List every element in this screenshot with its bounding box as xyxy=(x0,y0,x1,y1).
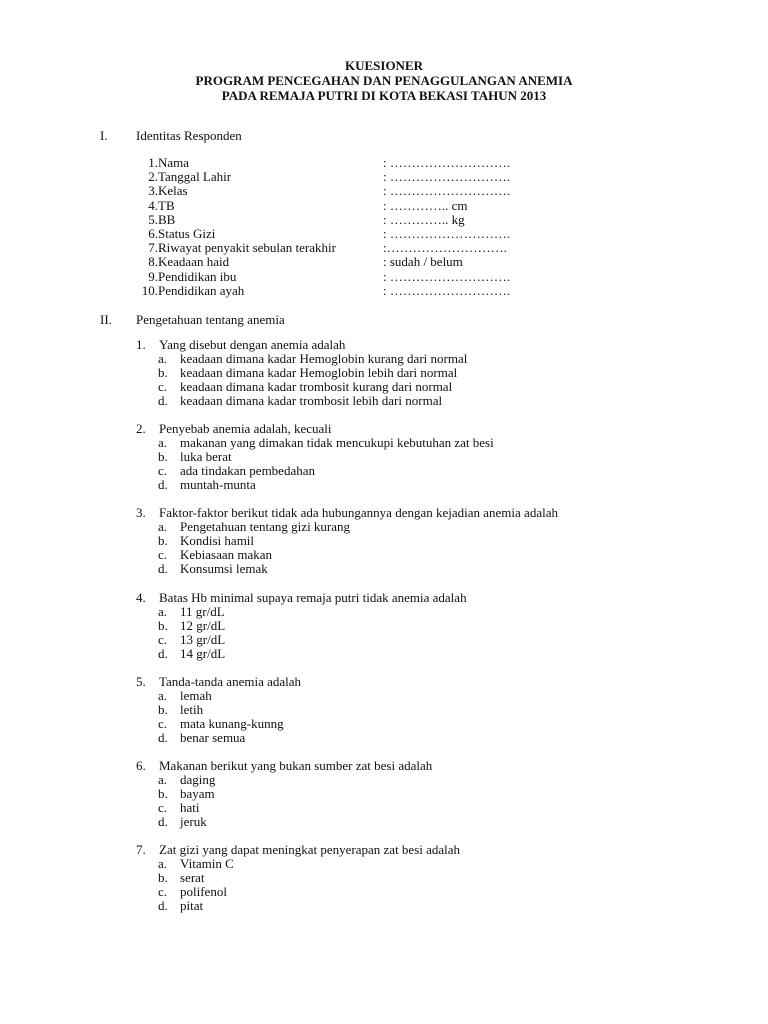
answer-option[interactable] xyxy=(136,801,696,815)
question-stem xyxy=(136,843,696,857)
option-letter: a. xyxy=(158,519,168,534)
option-letter: a. xyxy=(158,688,168,703)
answer-option[interactable] xyxy=(136,871,696,885)
answer-option[interactable] xyxy=(136,464,696,478)
identity-item-label: Tanggal Lahir xyxy=(158,169,232,185)
option-letter: d. xyxy=(158,814,168,829)
header-line-1: KUESIONER xyxy=(344,58,424,73)
identity-item-number: 9. xyxy=(148,268,158,284)
answer-option[interactable] xyxy=(136,815,696,829)
option-text: daging xyxy=(180,772,216,787)
option-letter: d. xyxy=(158,477,168,492)
question-number: 7. xyxy=(136,842,146,857)
option-text: muntah-munta xyxy=(180,477,256,492)
identity-item xyxy=(136,284,586,298)
option-text: keadaan dimana kadar trombosit kurang dari normal xyxy=(180,379,453,394)
option-text: lemah xyxy=(180,688,212,703)
answer-option[interactable] xyxy=(136,352,696,366)
option-letter: b. xyxy=(158,702,168,717)
option-text: polifenol xyxy=(180,884,227,899)
option-letter: c. xyxy=(158,800,168,815)
option-text: Vitamin C xyxy=(180,856,234,871)
option-letter: d. xyxy=(158,646,168,661)
identity-item xyxy=(136,241,586,255)
answer-option[interactable] xyxy=(136,534,696,548)
option-text: mata kunang-kunng xyxy=(180,716,284,731)
option-letter: a. xyxy=(158,604,168,619)
answer-option[interactable] xyxy=(136,731,696,745)
answer-option[interactable] xyxy=(136,605,696,619)
question-stem xyxy=(136,506,696,520)
option-letter: d. xyxy=(158,730,168,745)
identity-item-label: TB xyxy=(158,197,175,213)
option-letter: d. xyxy=(158,393,168,408)
option-letter: b. xyxy=(158,618,168,633)
section-1-heading xyxy=(100,128,242,144)
question-text: Tanda-tanda anemia adalah xyxy=(159,674,302,689)
answer-option[interactable] xyxy=(136,899,696,913)
identity-item-value[interactable]: : ………………………. xyxy=(383,155,511,170)
option-text: pitat xyxy=(180,898,204,913)
identity-item-number: 6. xyxy=(148,226,158,241)
identity-item-number: 5. xyxy=(148,211,158,227)
identity-item-number: 8. xyxy=(148,254,158,270)
option-text: jeruk xyxy=(180,814,207,829)
answer-option[interactable] xyxy=(136,857,696,871)
document-header xyxy=(0,58,768,103)
answer-option[interactable] xyxy=(136,380,696,394)
answer-option[interactable] xyxy=(136,478,696,492)
identity-item-label: Kelas xyxy=(158,183,188,199)
identity-item-number: 2. xyxy=(148,169,158,185)
identity-item-value[interactable]: : ………….. kg xyxy=(383,211,465,227)
option-text: 13 gr/dL xyxy=(180,632,226,647)
answer-option[interactable] xyxy=(136,436,696,450)
option-text: 11 gr/dL xyxy=(180,604,225,619)
section-1-number: I. xyxy=(100,128,108,143)
identity-item-label: Status Gizi xyxy=(158,226,216,241)
option-letter: c. xyxy=(158,716,168,731)
option-text: letih xyxy=(180,702,204,717)
question-block xyxy=(136,506,696,576)
option-letter: d. xyxy=(158,561,168,576)
option-text: ada tindakan pembedahan xyxy=(180,463,315,478)
identity-item-number: 4. xyxy=(148,197,158,213)
option-letter: c. xyxy=(158,632,168,647)
question-stem xyxy=(136,422,696,436)
identity-item-number: 3. xyxy=(148,183,158,199)
answer-option[interactable] xyxy=(136,773,696,787)
identity-item xyxy=(136,170,586,184)
option-text: Konsumsi lemak xyxy=(180,561,268,576)
question-stem xyxy=(136,675,696,689)
option-letter: c. xyxy=(158,884,168,899)
identity-item xyxy=(136,156,586,170)
question-block xyxy=(136,338,696,408)
section-1-title: Identitas Responden xyxy=(136,128,242,143)
option-text: keadaan dimana kadar Hemoglobin lebih dari normal xyxy=(180,365,458,380)
question-block xyxy=(136,675,696,745)
identity-item xyxy=(136,213,586,227)
identity-item xyxy=(136,270,586,284)
question-block xyxy=(136,759,696,829)
question-stem xyxy=(136,759,696,773)
option-text: benar semua xyxy=(180,730,246,745)
option-letter: a. xyxy=(158,772,168,787)
question-text: Yang disebut dengan anemia adalah xyxy=(159,337,346,352)
identity-item-number: 10. xyxy=(141,282,158,298)
answer-option[interactable] xyxy=(136,548,696,562)
identity-item-value[interactable]: : ………………………. xyxy=(383,282,511,298)
option-letter: a. xyxy=(158,351,168,366)
option-text: Kebiasaan makan xyxy=(180,547,273,562)
option-text: serat xyxy=(180,870,205,885)
section-2-heading xyxy=(100,312,285,328)
answer-option[interactable] xyxy=(136,717,696,731)
identity-item-label: Nama xyxy=(158,155,190,170)
question-number: 3. xyxy=(136,505,146,520)
answer-option[interactable] xyxy=(136,633,696,647)
identity-item-number: 1. xyxy=(148,155,158,170)
identity-item-value[interactable]: : ………………………. xyxy=(383,268,511,284)
question-stem xyxy=(136,591,696,605)
question-block xyxy=(136,843,696,913)
answer-option[interactable] xyxy=(136,689,696,703)
option-letter: c. xyxy=(158,547,168,562)
option-text: makanan yang dimakan tidak mencukupi kebutuhan zat besi xyxy=(180,435,494,450)
identity-item xyxy=(136,255,586,269)
answer-option[interactable] xyxy=(136,703,696,717)
identity-item xyxy=(136,199,586,213)
identity-item-label: Keadaan haid xyxy=(158,254,230,270)
option-letter: c. xyxy=(158,379,168,394)
answer-option[interactable] xyxy=(136,562,696,576)
section-2-number: II. xyxy=(100,312,112,327)
answer-option[interactable] xyxy=(136,366,696,380)
identity-item-value[interactable]: : ………………………. xyxy=(383,226,511,241)
identity-item xyxy=(136,227,586,241)
option-text: keadaan dimana kadar trombosit lebih dari normal xyxy=(180,393,443,408)
header-line-3: PADA REMAJA PUTRI DI KOTA BEKASI TAHUN 2013 xyxy=(221,88,547,103)
answer-option[interactable] xyxy=(136,787,696,801)
question-text: Penyebab anemia adalah, kecuali xyxy=(159,421,332,436)
option-letter: c. xyxy=(158,463,168,478)
question-text: Zat gizi yang dapat meningkat penyerapan zat besi adalah xyxy=(159,842,461,857)
answer-option[interactable] xyxy=(136,885,696,899)
identity-item-value[interactable]: : sudah / belum xyxy=(383,254,463,270)
identity-item xyxy=(136,184,586,198)
identity-item-value[interactable]: : ………….. cm xyxy=(383,197,468,213)
question-number: 1. xyxy=(136,337,146,352)
question-text: Makanan berikut yang bukan sumber zat besi adalah xyxy=(159,758,433,773)
question-number: 6. xyxy=(136,758,146,773)
option-text: Kondisi hamil xyxy=(180,533,255,548)
question-number: 4. xyxy=(136,590,146,605)
answer-option[interactable] xyxy=(136,450,696,464)
option-letter: a. xyxy=(158,856,168,871)
identity-item-value[interactable]: : ………………………. xyxy=(383,169,511,185)
option-letter: b. xyxy=(158,870,168,885)
option-text: keadaan dimana kadar Hemoglobin kurang dari normal xyxy=(180,351,468,366)
option-letter: b. xyxy=(158,786,168,801)
option-letter: b. xyxy=(158,449,168,464)
question-stem xyxy=(136,338,696,352)
answer-option[interactable] xyxy=(136,520,696,534)
question-number: 2. xyxy=(136,421,146,436)
question-text: Batas Hb minimal supaya remaja putri tidak anemia adalah xyxy=(159,590,467,605)
answer-option[interactable] xyxy=(136,394,696,408)
option-letter: b. xyxy=(158,365,168,380)
header-line-2: PROGRAM PENCEGAHAN DAN PENAGGULANGAN ANEMIA xyxy=(195,73,573,88)
option-text: hati xyxy=(180,800,200,815)
identity-item-label: Pendidikan ibu xyxy=(158,268,237,284)
identity-item-value[interactable]: :………………………. xyxy=(383,240,507,256)
option-text: 14 gr/dL xyxy=(180,646,226,661)
identity-item-label: BB xyxy=(158,211,176,227)
option-text: bayam xyxy=(180,786,215,801)
identity-item-number: 7. xyxy=(148,240,158,256)
answer-option[interactable] xyxy=(136,619,696,633)
question-block xyxy=(136,422,696,492)
option-text: 12 gr/dL xyxy=(180,618,226,633)
question-block xyxy=(136,591,696,661)
identity-item-value[interactable]: : ………………………. xyxy=(383,183,511,199)
question-number: 5. xyxy=(136,674,146,689)
option-text: luka berat xyxy=(180,449,232,464)
section-2-title: Pengetahuan tentang anemia xyxy=(136,312,285,327)
option-letter: b. xyxy=(158,533,168,548)
identity-item-label: Riwayat penyakit sebulan terakhir xyxy=(158,240,336,256)
option-letter: a. xyxy=(158,435,168,450)
identity-item-label: Pendidikan ayah xyxy=(158,282,245,298)
option-text: Pengetahuan tentang gizi kurang xyxy=(180,519,351,534)
option-letter: d. xyxy=(158,898,168,913)
answer-option[interactable] xyxy=(136,647,696,661)
question-text: Faktor-faktor berikut tidak ada hubungannya dengan kejadian anemia adalah xyxy=(159,505,558,520)
